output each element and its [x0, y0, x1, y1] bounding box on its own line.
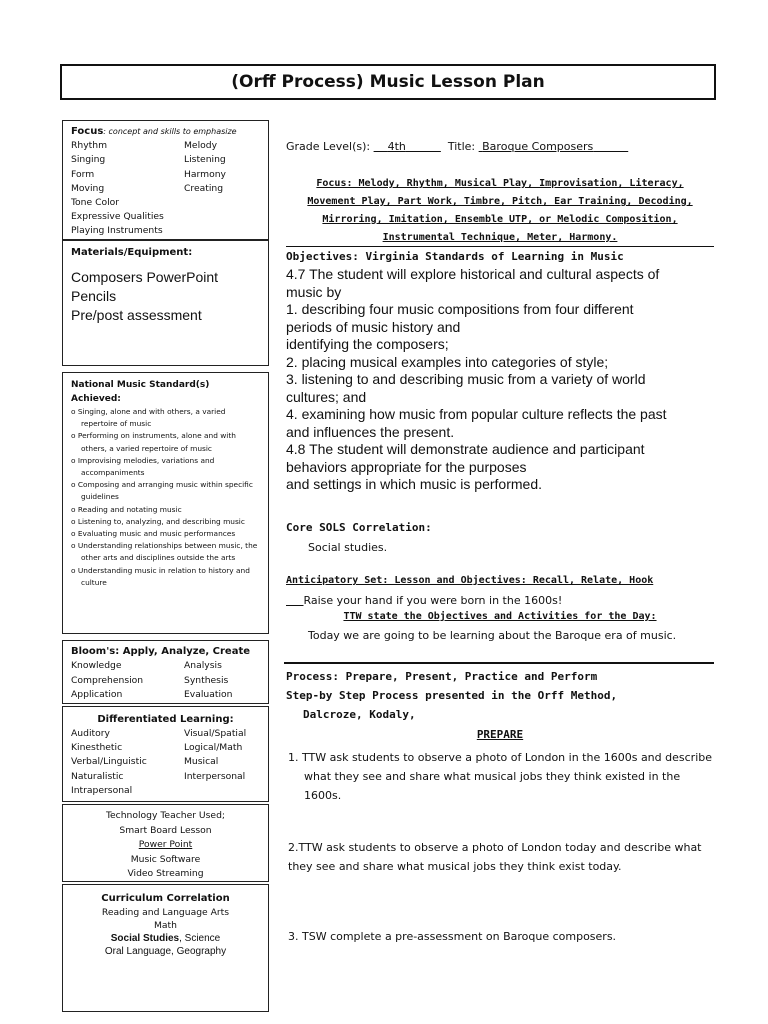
objective-line: 4. examining how music from popular culture reflects the past [286, 406, 667, 422]
standard-item: o Improvising melodies, variations and accompaniments [71, 455, 262, 479]
science-label: , Science [179, 933, 221, 944]
standards-subheading: Achieved: [71, 394, 121, 404]
blooms-row [71, 688, 268, 703]
focus-item: Rhythm [71, 140, 108, 152]
differentiated-row [71, 770, 268, 784]
standards-box [62, 372, 269, 634]
differentiated-item: Interpersonal [184, 770, 246, 782]
focus-item: Tone Color [71, 197, 120, 209]
differentiated-item: Verbal/Linguistic [71, 756, 147, 768]
blooms-item: Analysis [184, 660, 222, 671]
standards-heading: National Music Standard(s) [71, 380, 210, 390]
objective-line: and settings in which music is performed. [286, 476, 542, 492]
curriculum-math: Math [154, 920, 177, 931]
focus-item: Singing [71, 154, 106, 166]
technology-item: Video Streaming [127, 868, 204, 879]
differentiated-list [71, 727, 268, 798]
materials-list [71, 268, 268, 325]
anticipatory-text [286, 594, 714, 607]
standard-item: o Understanding relationships between music, the other arts and disciplines outside the arts [71, 540, 262, 564]
differentiated-item: Auditory [71, 728, 110, 739]
standard-item: o Listening to, analyzing, and describing music [71, 516, 262, 528]
standard-item: o Performing on instruments, alone and with others, a varied repertoire of music [71, 430, 262, 454]
blooms-heading: Bloom's: Apply, Analyze, Create [71, 646, 251, 657]
differentiated-item: Musical [184, 756, 219, 768]
focus-item: Listening [184, 154, 226, 166]
focus-line: Instrumental Technique, Meter, Harmony. [382, 232, 618, 243]
anticipatory-text-value: Raise your hand if you were born in the 1600s! [303, 594, 563, 607]
differentiated-row [71, 727, 268, 741]
blooms-item: Application [71, 689, 123, 700]
objective-line: 2. placing musical examples into categories of style; [286, 353, 609, 370]
step-2: 2.TTW ask students to observe a photo of London today and describe what they see and share what musical jobs they think exist today. [288, 841, 702, 873]
blooms-item: Comprehension [71, 674, 144, 686]
materials-item: Pencils [71, 288, 117, 304]
blooms-row [71, 674, 268, 689]
differentiated-item: Intrapersonal [71, 784, 133, 796]
differentiated-item: Visual/Spatial [184, 728, 247, 739]
standard-item: o Reading and notating music [71, 504, 262, 516]
differentiated-item: Naturalistic [71, 770, 124, 782]
focus-line: Movement Play, Part Work, Timbre, Pitch, Ear Training, Decoding, [307, 196, 693, 207]
objective-line: cultures; and [286, 388, 367, 405]
title-value-text: Baroque Composers [482, 140, 594, 153]
divider-line [286, 246, 714, 247]
ttw-heading: TTW state the Objectives and Activities for the Day: [343, 611, 657, 622]
materials-item: Composers PowerPoint [71, 269, 219, 285]
technology-item: Power Point [138, 839, 193, 850]
grade-label: Grade Level(s): [286, 140, 371, 153]
lesson-plan-title: (Orff Process) Music Lesson Plan [60, 64, 716, 100]
step-1: 1. TTW ask students to observe a photo of London in the 1600s and describe what they see and share what musical jobs they think existed in the 1600s. [288, 751, 712, 802]
focus-row [71, 182, 268, 196]
curriculum-oral: Oral Language, Geography [104, 946, 227, 957]
differentiated-heading: Differentiated Learning: [97, 714, 234, 725]
process-divider [284, 662, 714, 664]
prepare-heading: PREPARE [476, 728, 524, 741]
curriculum-heading: Curriculum Correlation [101, 893, 230, 904]
differentiated-box [62, 706, 269, 802]
title-value [479, 140, 629, 153]
materials-item: Pre/post assessment [71, 307, 202, 323]
technology-box [62, 804, 269, 882]
ttw-text: Today we are going to be learning about the Baroque era of music. [308, 629, 677, 642]
focus-item: Harmony [184, 168, 226, 180]
blooms-item: Evaluation [184, 689, 233, 700]
objective-line: 1. describing four music compositions from four different [286, 301, 634, 317]
focus-line: Mirroring, Imitation, Ensemble UTP, or Melodic Composition, [322, 214, 678, 225]
objective-line: behaviors appropriate for the purposes [286, 458, 527, 475]
focus-subtitle: : concept and skills to emphasize [103, 127, 237, 136]
standards-list [71, 406, 262, 589]
title-label: Title: [447, 140, 476, 153]
objective-line: 3. listening to and describing music from a variety of world [286, 371, 646, 387]
objectives-text [286, 266, 714, 494]
technology-item: Technology Teacher Used; [105, 810, 226, 821]
blooms-list [71, 659, 268, 703]
focus-row [71, 168, 268, 182]
standard-item: o Singing, alone and with others, a varied repertoire of music [71, 406, 262, 430]
focus-item: Melody [184, 140, 218, 152]
social-studies-label: Social Studies [110, 933, 180, 944]
technology-list [63, 809, 268, 882]
objective-line: 4.8 The student will demonstrate audience and participant [286, 441, 645, 457]
focus-row [71, 139, 268, 153]
differentiated-row [71, 755, 268, 769]
anticipatory-heading: Anticipatory Set: Lesson and Objectives: Recall, Relate, Hook [286, 575, 654, 586]
blooms-row [71, 659, 268, 674]
differentiated-item: Logical/Math [184, 742, 243, 754]
process-line-2: Step-by Step Process presented in the Orff Method, [286, 689, 618, 702]
standard-item: o Evaluating music and music performances [71, 528, 262, 540]
focus-item: Moving [71, 182, 105, 194]
focus-heading: Focus [71, 126, 104, 137]
technology-item: Smart Board Lesson [119, 824, 212, 836]
materials-box [62, 240, 269, 366]
objective-line: 4.7 The student will explore historical and cultural aspects of [286, 266, 660, 282]
process-line-3: Dalcroze, Kodaly, [303, 708, 416, 721]
objective-line: identifying the composers; [286, 336, 449, 352]
curriculum-box [62, 884, 269, 1012]
materials-heading: Materials/Equipment: [71, 247, 193, 258]
curriculum-social [63, 932, 268, 945]
grade-value-text: 4th [387, 140, 406, 153]
focus-row [71, 153, 268, 167]
focus-item: Expressive Qualities [71, 211, 164, 223]
focus-statement [286, 175, 714, 247]
grade-title-row [286, 140, 714, 153]
differentiated-item: Kinesthetic [71, 742, 123, 754]
objective-line: and influences the present. [286, 423, 455, 440]
grade-value [374, 140, 441, 153]
differentiated-row [71, 741, 268, 755]
focus-item: Form [71, 168, 95, 180]
objectives-heading: Objectives: Virginia Standards of Learning in Music [286, 250, 624, 263]
process-heading: Process: Prepare, Present, Practice and Perform [286, 670, 598, 683]
focus-item: Playing Instruments [71, 225, 163, 237]
focus-line: Focus: Melody, Rhythm, Musical Play, Improvisation, Literacy, [316, 178, 684, 189]
core-sols-value: Social studies. [308, 541, 388, 554]
standard-item: o Understanding music in relation to history and culture [71, 565, 262, 589]
focus-item: Creating [184, 182, 224, 194]
focus-list [71, 139, 268, 238]
technology-item: Music Software [130, 853, 201, 865]
focus-box [62, 120, 269, 240]
curriculum-reading: Reading and Language Arts [101, 907, 230, 918]
objective-line: music by [286, 283, 342, 300]
step-3: 3. TSW complete a pre-assessment on Baroque composers. [288, 930, 617, 943]
standard-item: o Composing and arranging music within specific guidelines [71, 479, 262, 503]
blooms-box [62, 640, 269, 704]
core-sols-heading: Core SOLS Correlation: [286, 521, 432, 534]
blooms-item: Synthesis [184, 674, 229, 686]
blooms-item: Knowledge [71, 660, 122, 671]
objective-line: periods of music history and [286, 318, 461, 335]
